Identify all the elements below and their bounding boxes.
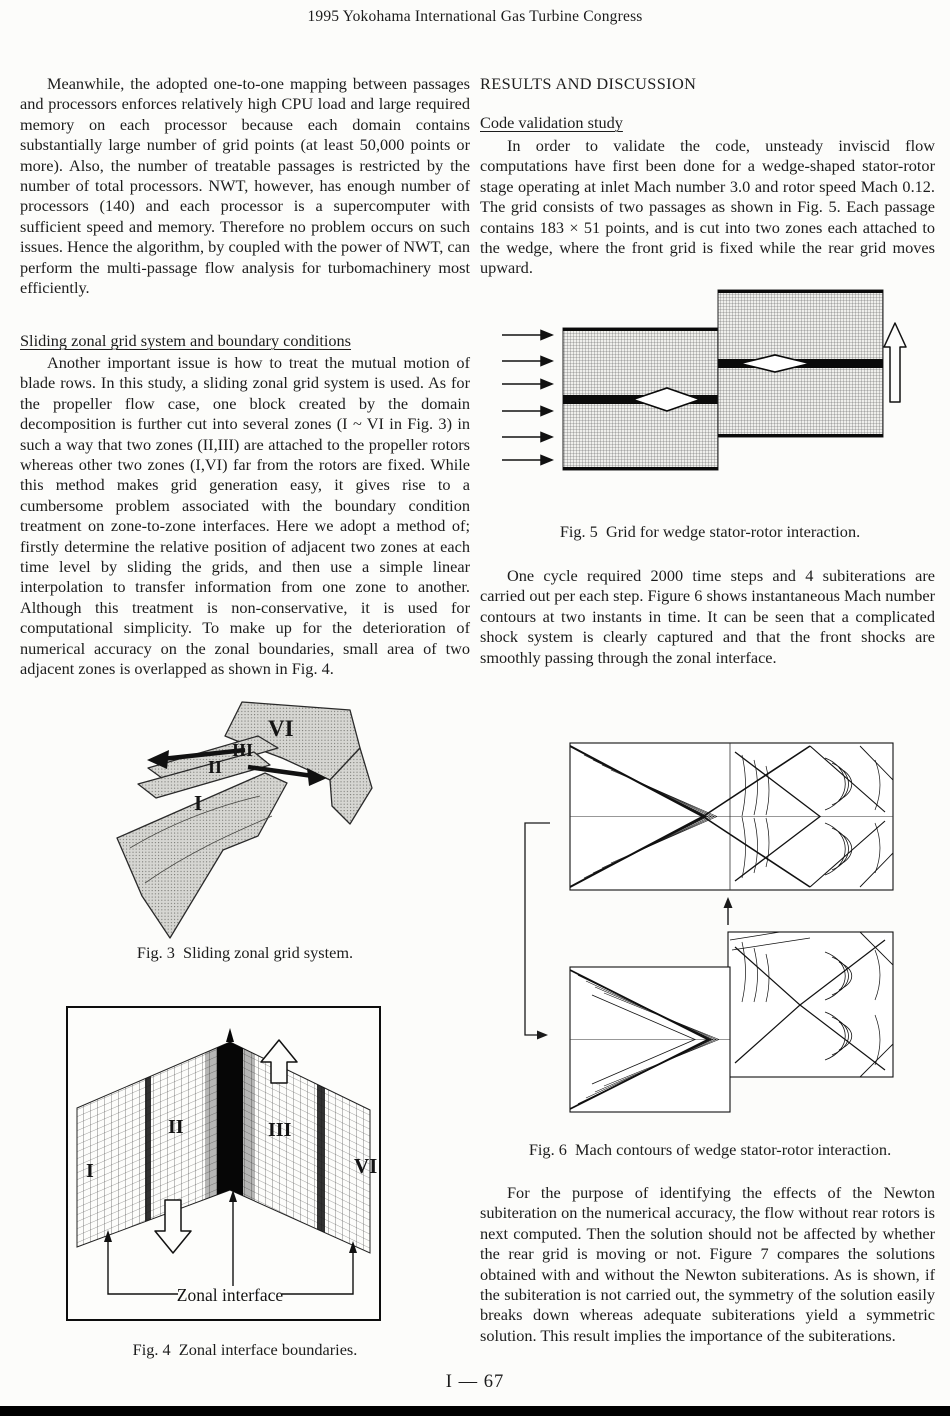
right-paragraph-2: One cycle required 2000 time steps and 4 subiterations are carried out per each step. Figure 6 shows instantaneous Mach number contours at two instants in time. It can be seen that a complicated shock system is clearly captured and that the front shocks are smoothly passing through the zonal interface. [480, 566, 935, 667]
fig3-label-i: I [194, 791, 203, 815]
fig6-instant2-plot [570, 932, 893, 1112]
right-paragraph-3: For the purpose of identifying the effects of the Newton subiteration on the numerical accuracy, the flow without rear rotors is next computed. Then the solution should not be affected by whether the rear grid is moving or not. Figure 7 compares the solutions obtained with and without the Newton subiterations. As is shown, if the subiteration is not carried out, the symmetry of the solution easily breaks down whereas adequate subiterations yield a symmetric solution. This result implies the importance of the subiterations. [480, 1183, 935, 1345]
figure-5-caption: Fig. 5 Grid for wedge stator-rotor interaction. [559, 522, 861, 541]
page-header: 1995 Yokohama International Gas Turbine Congress [307, 8, 643, 25]
fig3-label-vi: VI [268, 716, 294, 741]
page-number: I — 67 [445, 1372, 505, 1392]
figure-3-image [20, 688, 470, 968]
fig3-label-iii: III [232, 740, 254, 760]
fig4-label-ii: II [168, 1116, 184, 1138]
fig4-zonal-interface-label: Zonal interface [176, 1285, 284, 1305]
left-paragraph-1: Meanwhile, the adopted one-to-one mapping between passages and processors enforces relatively high CPU load and large required memory on each processor because each domain contains substantially large number of grid points (at least 50,000 points or more). Also, the number of treatable passages is restricted by the number of total processors. NWT, however, has enough number of processors (140) and each processor is a supercomputer with sufficient speed and memory. Therefore no problem occurs on such issues. Hence the algorithm, by coupled with the power of NWT, can perform the multi-passage flow analysis for turbomachinery most efficiently. [20, 74, 471, 298]
fig5-rear-grid-block [718, 290, 883, 437]
figure-6-caption: Fig. 6 Mach contours of wedge stator-rotor interaction. [528, 1140, 892, 1159]
fig5-inlet-flow-arrows [502, 331, 552, 465]
figure-4-caption: Fig. 4 Zonal interface boundaries. [132, 1340, 358, 1359]
fig5-front-grid-block [563, 328, 718, 470]
section-heading-sliding-zonal: Sliding zonal grid system and boundary conditions [20, 331, 352, 350]
figure-4-image [20, 980, 470, 1360]
left-paragraph-2: Another important issue is how to treat the mutual motion of blade rows. In this study, a sliding zonal grid system is used. As for the propeller flow case, one block created by the domain decomposition is further cut into several zones (I ~ VI in Fig. 3) in such a way that two zones (II,III) are attached to the propeller rotors whereas other two zones (I,VI) far from the rotors are fixed. While this method makes grid generation easy, it gives rise to a cumbersome problem associated with the boundary condition treatment on zone-to-zone interfaces. Here we adopt a method of; firstly determine the relative position of adjacent two zones at each time level by sliding the grids, and then use a simple linear interpolation to transfer information from one zone to another. Although this treatment is non-conservative, it is used for computational simplicity. To make up for the deterioration of numerical accuracy on the zonal boundaries, small area of two adjacent zones is overlapped as shown in Fig. 4. [20, 353, 470, 679]
fig5-rotor-motion-up-arrow [884, 323, 906, 402]
fig4-label-vi: VI [354, 1154, 378, 1178]
fig4-label-i: I [86, 1160, 94, 1182]
scan-edge-bar [0, 1406, 950, 1416]
section-heading-results: RESULTS AND DISCUSSION [480, 74, 697, 93]
fig3-label-ii: II [208, 757, 223, 777]
fig4-label-iii: III [268, 1119, 292, 1141]
figure-5-image [480, 285, 940, 520]
figure-6-image [480, 700, 940, 1132]
subsection-heading-code-validation: Code validation study [480, 113, 623, 132]
fig6-instant1-plot [570, 743, 893, 890]
fig6-time-bracket [525, 823, 550, 1035]
fig6-grid-motion-arrowhead [724, 897, 733, 908]
fig6-bracket-arrowhead [537, 1031, 548, 1040]
right-paragraph-1: In order to validate the code, unsteady inviscid flow computations have first been done for a wedge-shaped stator-rotor stage operating at inlet Mach number 3.0 and rotor speed Mach 0.12. The grid consists of two passages as shown in Fig. 5. Each passage contains 183 × 51 points, and is cut into two zones each attached to the wedge, where the front grid is fixed while the rear grid moves upward. [480, 136, 935, 278]
figure-3-caption: Fig. 3 Sliding zonal grid system. [136, 943, 354, 962]
